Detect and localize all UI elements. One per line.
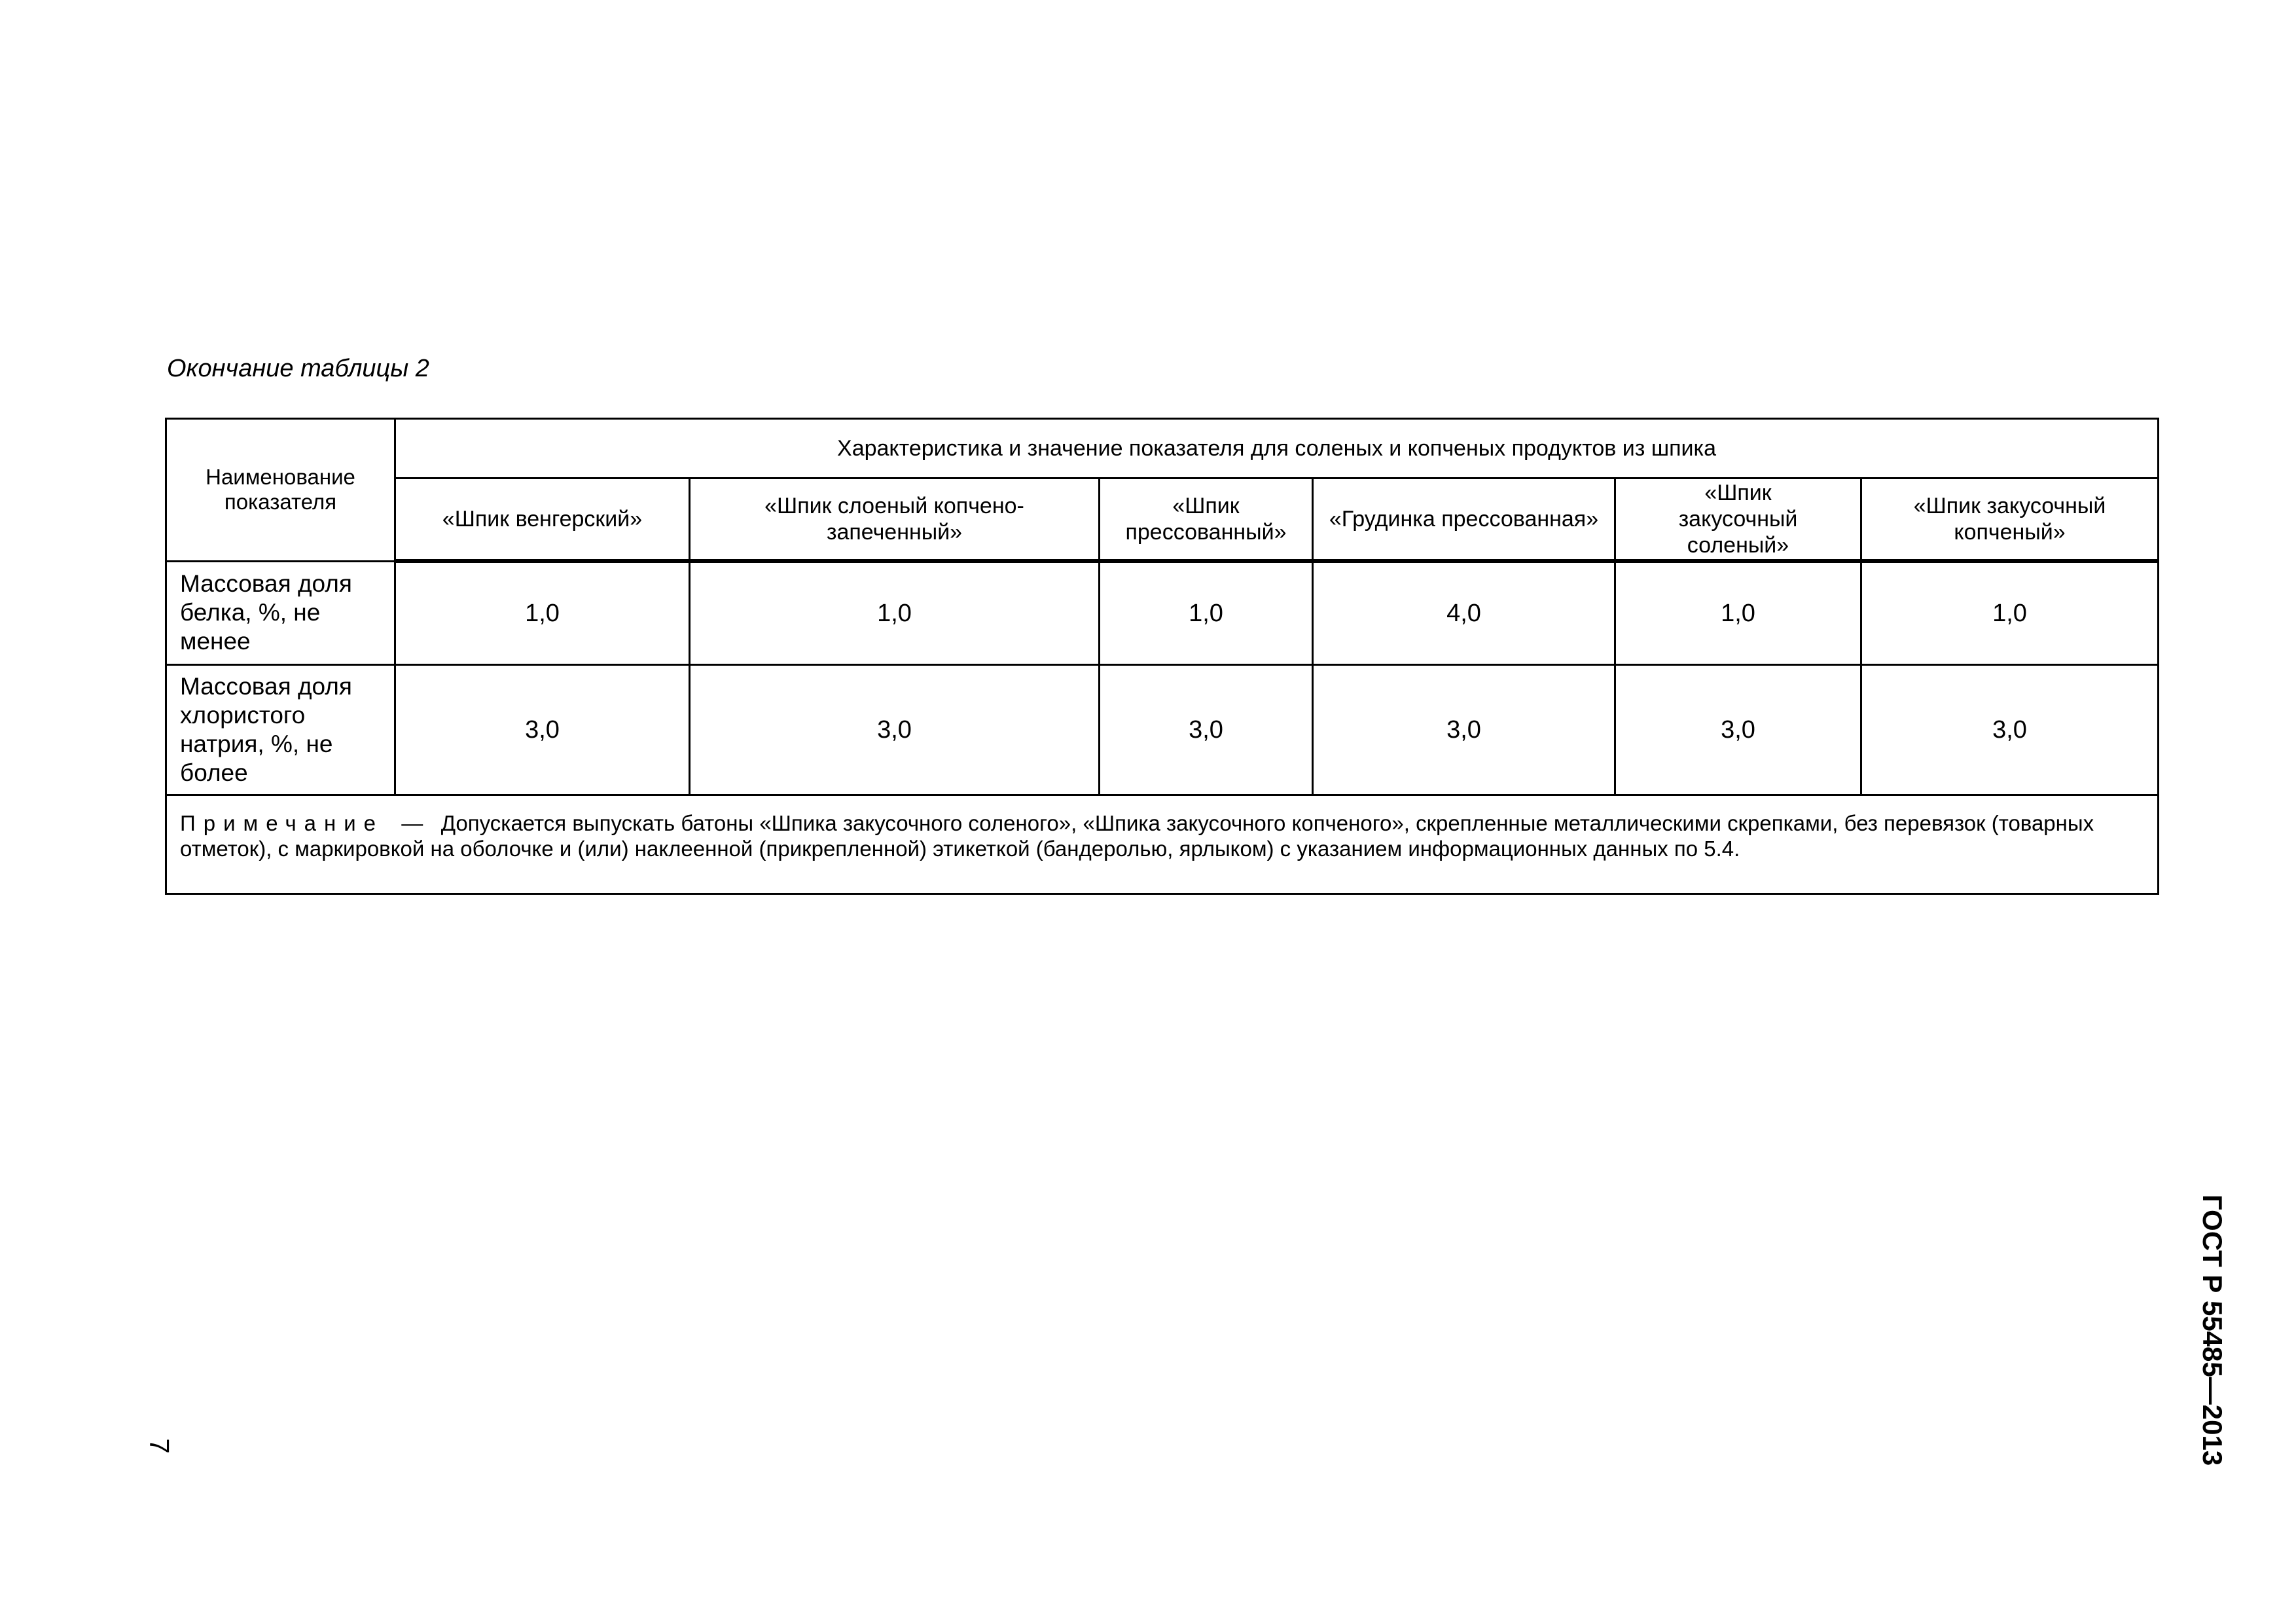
header-row-group — [166, 419, 2159, 478]
column-header: «Шпик закусочный копченый» — [1861, 478, 2159, 562]
table-row — [166, 561, 2159, 665]
page-number: 7 — [144, 1438, 175, 1454]
row-label — [166, 561, 395, 665]
table-cell: 3,0 — [1615, 665, 1861, 795]
table-cell: 1,0 — [1100, 561, 1313, 665]
column-header: «Шпик венгерский» — [395, 478, 690, 562]
table-cell: 1,0 — [1615, 561, 1861, 665]
table-cell: 3,0 — [395, 665, 690, 795]
header-indicator-name: Наименование показателя — [166, 419, 395, 562]
table-cell: 1,0 — [1861, 561, 2159, 665]
note-label: Примечание — [180, 811, 384, 835]
standard-identifier: ГОСТ Р 55485—2013 — [2197, 1194, 2228, 1466]
column-header: «Грудинка прессованная» — [1313, 478, 1615, 562]
table-cell: 3,0 — [1100, 665, 1313, 795]
table-cell: 1,0 — [395, 561, 690, 665]
table-caption: Окончание таблицы 2 — [167, 355, 429, 382]
data-table — [165, 418, 2159, 895]
table-row — [166, 665, 2159, 795]
column-header: «Шпик закусочный соленый» — [1615, 478, 1861, 562]
header-group: Характеристика и значение показателя для соленых и копченых продуктов из шпика — [395, 419, 2159, 478]
table-note — [166, 795, 2159, 894]
table-cell: 3,0 — [1313, 665, 1615, 795]
note-row — [166, 795, 2159, 894]
table-cell: 1,0 — [690, 561, 1100, 665]
table-cell: 4,0 — [1313, 561, 1615, 665]
note-dash: — — [401, 811, 423, 835]
column-header: «Шпик слоеный копчено-запеченный» — [690, 478, 1100, 562]
table-cell: 3,0 — [690, 665, 1100, 795]
column-header: «Шпик прессованный» — [1100, 478, 1313, 562]
row-label-text: Массовая доля хлористого натрия, %, не более — [180, 673, 352, 786]
table-cell: 3,0 — [1861, 665, 2159, 795]
row-label — [166, 665, 395, 795]
note-text: Допускается выпускать батоны «Шпика закусочного соленого», «Шпика закусочного копченого», скрепленные металлическими скрепками, без перевязок (товарных отметок), с маркировкой на оболочке и (или) наклеенной (прикрепленной) этикеткой (бандеролью, ярлыком) с указанием информационных данных по 5.4. — [180, 811, 2094, 861]
row-label-text: Массовая доля белка, %, не менее — [180, 570, 352, 655]
header-row-columns — [166, 478, 2159, 562]
